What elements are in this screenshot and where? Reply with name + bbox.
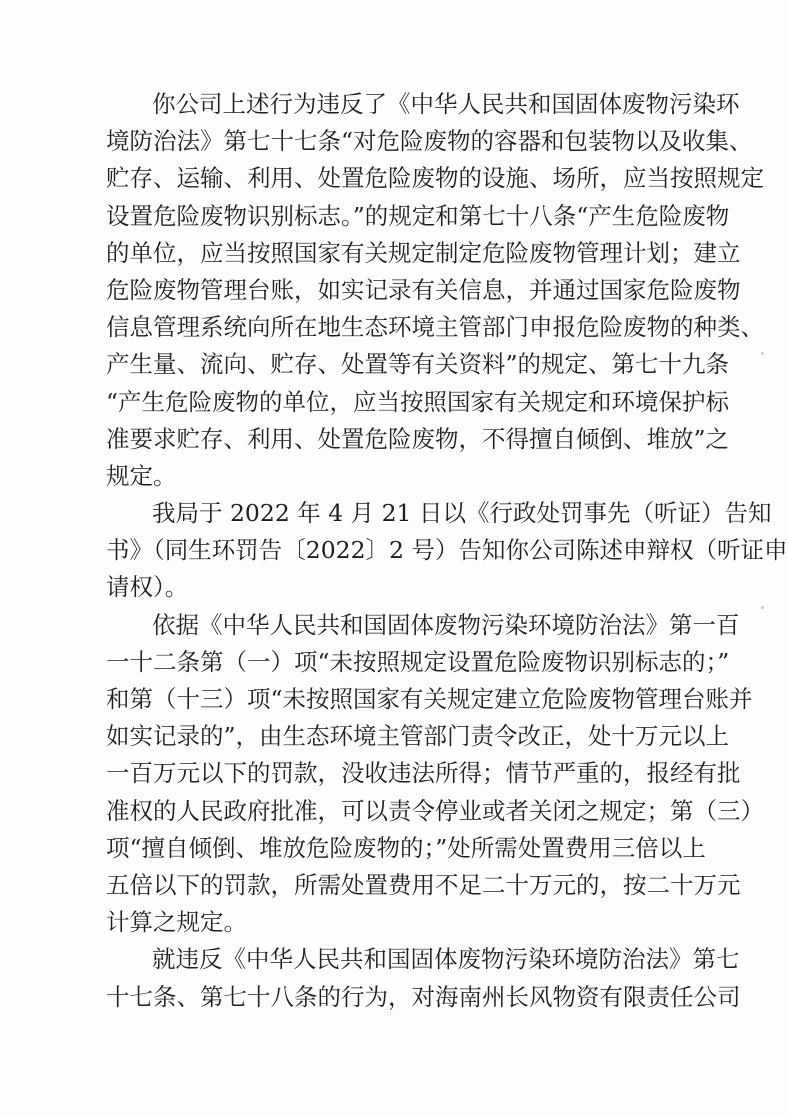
scan-speck	[761, 352, 764, 355]
text-line: 贮存、运输、利用、处置危险废物的设施、场所，应当按照规定	[106, 164, 764, 193]
paragraph-notice	[106, 495, 788, 607]
text-line: 我局于 2022 年 4 月 21 日以《行政处罚事先（听证）告知	[152, 499, 772, 528]
text-line: 的单位，应当按照国家有关规定制定危险废物管理计划；建立	[106, 238, 741, 267]
text-line: 十七条、第七十八条的行为，对海南州长风物资有限责任公司	[106, 982, 741, 1011]
scan-speck	[761, 606, 764, 609]
text-line: 准要求贮存、利用、处置危险废物，不得擅自倾倒、堆放”之	[106, 424, 730, 453]
text-line: 准权的人民政府批准，可以责令停业或者关闭之规定；第（三）	[106, 796, 764, 825]
text-line: 和第（十三）项“未按照国家有关规定建立危险废物管理台账并	[106, 685, 753, 713]
text-line: 就违反《中华人民共和国固体废物污染环境防治法》第七	[152, 945, 740, 974]
paragraph-violation	[106, 86, 764, 495]
text-line: 规定。	[106, 461, 177, 490]
text-line: 书》（同生环罚告〔2022〕2 号）告知你公司陈述申辩权（听证申	[106, 536, 788, 565]
text-line: 一百万元以下的罚款，没收违法所得；情节严重的，报经有批	[106, 759, 741, 788]
paragraph-penalty	[106, 941, 741, 1015]
text-line: 请权）。	[106, 573, 189, 602]
text-line: 五倍以下的罚款，所需处置费用不足二十万元的，按二十万元	[106, 870, 741, 899]
text-line: 你公司上述行为违反了《中华人民共和国固体废物污染环	[152, 90, 740, 118]
text-line: 依据《中华人民共和国固体废物污染环境防治法》第一百	[152, 610, 740, 639]
text-line: “产生危险废物的单位，应当按照国家有关规定和环境保护标	[106, 387, 730, 416]
text-line: 如实记录的”，由生态环境主管部门责令改正，处十万元以上	[106, 722, 730, 751]
text-line: 产生量、流向、贮存、处置等有关资料”的规定、第七十九条	[106, 350, 730, 379]
text-line: 境防治法》第七十七条“对危险废物的容器和包装物以及收集、	[106, 127, 753, 156]
text-line: 一十二条第（一）项“未按照规定设置危险废物识别标志的；”	[106, 647, 730, 676]
document-body	[106, 86, 788, 1016]
text-line: 项“擅自倾倒、堆放危险废物的；”处所需处置费用三倍以上	[106, 833, 706, 862]
text-line: 危险废物管理台账，如实记录有关信息，并通过国家危险废物	[106, 275, 741, 304]
text-line: 设置危险废物识别标志。”的规定和第七十八条“产生危险废物	[106, 201, 730, 230]
text-line: 信息管理系统向所在地生态环境主管部门申报危险废物的种类、	[106, 313, 764, 342]
paragraph-legal-basis	[106, 607, 764, 942]
text-line: 计算之规定。	[106, 908, 247, 937]
